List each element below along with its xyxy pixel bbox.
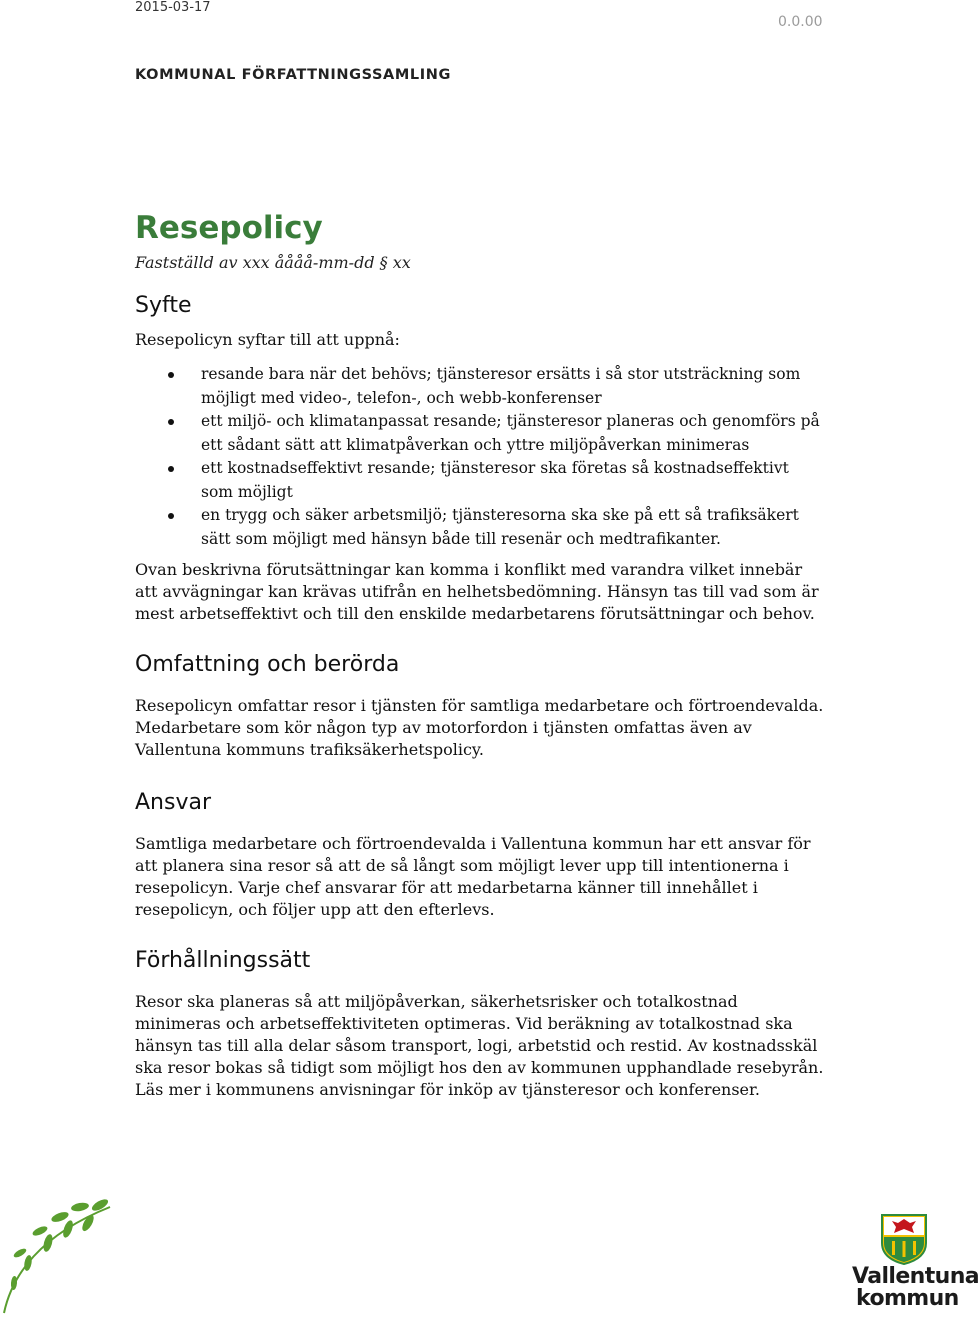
heading-forhallningssatt: Förhållningssätt [135,948,311,973]
syfte-bullet-list [135,363,825,551]
syfte-intro: Resepolicyn syftar till att uppnå: [135,330,400,349]
ansvar-paragraph: Samtliga medarbetare och förtroendevalda i Vallentuna kommun har ett ansvar för att planera sina resor så att de så långt som möjligt lever upp till intentionerna i resepolicyn. Varje chef ansvarar för att medarbetarna känner till innehållet i resepolicyn, och följer upp att den efterlevs. [135,834,811,919]
coat-of-arms-icon [880,1213,928,1265]
heading-syfte: Syfte [135,293,192,318]
document-number: 0.0.00 [778,14,823,30]
bullet-icon [168,372,174,378]
forhallningssatt-paragraph: Resor ska planeras så att miljöpåverkan, säkerhetsrisker och totalkostnad minimeras och arbetseffektiviteten optimeras. Vid beräkning av totalkostnad ska hänsyn tas till alla delar såsom transport, logi, arbetstid och restid. Av kostnadsskäl ska resor bokas så tidigt som möjligt hos den av kommunen upphandlade resebyrån. Läs mer i kommunens anvisningar för inköp av tjänsteresor och konferenser. [135,992,824,1099]
bullet-icon [168,513,174,519]
municipality-logo [852,1264,979,1311]
list-item: ett miljö- och klimatanpassat resande; tjänsteresor planeras och genomförs på ett sådant sätt att klimatpåverkan och yttre miljöpåverkan minimeras [135,410,825,457]
list-item: resande bara när det behövs; tjänsteresor ersätts i så stor utsträckning som möjligt med video-, telefon-, och webb-konferenser [135,363,825,410]
heading-omfattning: Omfattning och berörda [135,652,400,677]
omfattning-paragraph: Resepolicyn omfattar resor i tjänsten för samtliga medarbetare och förtroendevalda. Medarbetare som kör någon typ av motorfordon i tjänsten omfattas även av Vallentuna kommuns trafiksäkerhetspolicy. [135,696,824,759]
heading-ansvar: Ansvar [135,790,212,815]
logo-line2: kommun [856,1286,959,1311]
bullet-icon [168,419,174,425]
list-item: en trygg och säker arbetsmiljö; tjänsteresorna ska ske på ett så trafiksäkert sätt som möjligt med hänsyn både till resenär och medtrafikanter. [135,504,825,551]
document-date: 2015-03-17 [135,0,211,15]
adoption-line: Fastställd av xxx åååå-mm-dd § xx [135,253,411,272]
list-item: ett kostnadseffektivt resande; tjänsteresor ska företas så kostnadseffektivt som möjligt [135,457,825,504]
olive-branch-icon [0,1195,120,1317]
logo-line1: Vallentuna [852,1264,979,1289]
syfte-paragraph: Ovan beskrivna förutsättningar kan komma i konflikt med varandra vilket innebär att avvägningar kan krävas utifrån en helhetsbedömning. Hänsyn tas till vad som är mest arbetseffektivt och till den enskilde medarbetarens förutsättningar och behov. [135,560,819,623]
bullet-icon [168,466,174,472]
series-title: KOMMUNAL FÖRFATTNINGSSAMLING [135,67,451,83]
page-title: Resepolicy [135,210,323,246]
document-body [135,205,825,1101]
